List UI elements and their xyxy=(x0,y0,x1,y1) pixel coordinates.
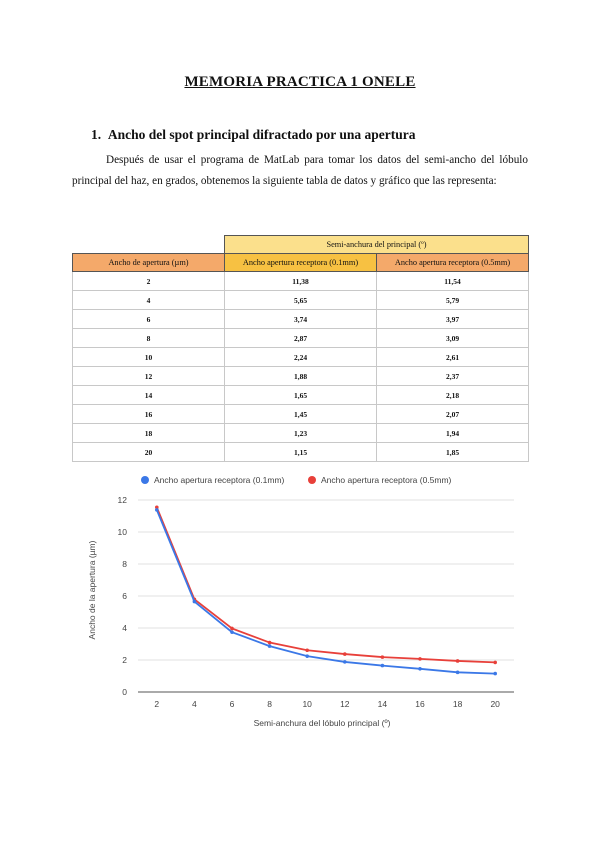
line-chart xyxy=(80,466,520,746)
data-point xyxy=(418,667,422,671)
x-tick-label: 20 xyxy=(490,699,500,709)
table-row xyxy=(73,291,529,310)
data-point xyxy=(305,654,309,658)
x-tick-label: 6 xyxy=(229,699,235,709)
series-receptor-05mm xyxy=(155,506,497,665)
x-tick-label: 14 xyxy=(377,699,388,709)
y-tick-label: 6 xyxy=(122,591,127,601)
y-tick-label: 2 xyxy=(122,655,127,665)
x-tick-label: 2 xyxy=(154,699,160,709)
chart-grid xyxy=(138,500,514,692)
cell-aperture: 8 xyxy=(73,329,225,348)
cell-aperture: 12 xyxy=(73,367,225,386)
cell-aperture: 2 xyxy=(73,272,225,291)
cell-receptor-01mm: 11,38 xyxy=(225,272,377,291)
cell-receptor-05mm: 1,94 xyxy=(377,424,529,443)
data-table xyxy=(72,235,529,462)
data-point xyxy=(343,652,347,656)
section-number: 1. xyxy=(91,127,102,142)
series-line xyxy=(157,510,495,674)
cell-receptor-05mm: 3,09 xyxy=(377,329,529,348)
x-tick-label: 18 xyxy=(452,699,463,709)
x-tick-label: 4 xyxy=(192,699,197,709)
data-point xyxy=(456,659,460,663)
data-point xyxy=(230,630,234,634)
data-point xyxy=(381,655,385,659)
cell-aperture: 4 xyxy=(73,291,225,310)
cell-aperture: 10 xyxy=(73,348,225,367)
y-tick-label: 12 xyxy=(117,495,127,505)
document-title: MEMORIA PRACTICA 1 ONELE xyxy=(184,74,416,90)
x-axis-ticks xyxy=(154,699,500,709)
series-receptor-01mm xyxy=(155,508,497,675)
x-tick-label: 10 xyxy=(302,699,312,709)
table-row xyxy=(73,272,529,291)
cell-receptor-05mm: 2,37 xyxy=(377,367,529,386)
chart-series xyxy=(155,506,497,676)
cell-receptor-05mm: 11,54 xyxy=(377,272,529,291)
y-tick-label: 0 xyxy=(122,687,127,697)
cell-receptor-05mm: 1,85 xyxy=(377,443,529,462)
cell-aperture: 6 xyxy=(73,310,225,329)
intro-paragraph: Después de usar el programa de MatLab para tomar los datos del semi-ancho del lóbulo principal del haz, en grados, obtenemos la siguiente tabla de datos y gráfico que las representa: xyxy=(72,154,528,187)
table-row xyxy=(73,386,529,405)
data-point xyxy=(230,627,234,631)
y-axis-ticks xyxy=(118,495,128,697)
y-axis-label: Ancho de la apertura (µm) xyxy=(87,540,97,640)
data-point xyxy=(418,657,422,661)
data-point xyxy=(193,600,197,604)
data-point xyxy=(268,644,272,648)
cell-receptor-05mm: 2,18 xyxy=(377,386,529,405)
cell-receptor-01mm: 2,87 xyxy=(225,329,377,348)
x-axis-label: Semi-anchura del lóbulo principal (º) xyxy=(253,718,391,728)
cell-receptor-01mm: 1,15 xyxy=(225,443,377,462)
y-tick-label: 10 xyxy=(117,527,127,537)
data-point xyxy=(493,661,497,665)
cell-aperture: 20 xyxy=(73,443,225,462)
section-heading xyxy=(91,127,416,143)
table-blank-cell xyxy=(73,236,225,254)
x-tick-label: 16 xyxy=(415,699,425,709)
legend-label: Ancho apertura receptora (0.1mm) xyxy=(154,475,285,485)
legend-marker xyxy=(308,476,316,484)
cell-receptor-01mm: 5,65 xyxy=(225,291,377,310)
table-row xyxy=(73,348,529,367)
cell-receptor-01mm: 1,45 xyxy=(225,405,377,424)
y-tick-label: 8 xyxy=(122,559,127,569)
cell-receptor-01mm: 1,88 xyxy=(225,367,377,386)
table-row xyxy=(73,367,529,386)
legend-label: Ancho apertura receptora (0.5mm) xyxy=(321,475,452,485)
column-header-aperture: Ancho de apertura (µm) xyxy=(73,254,225,272)
cell-receptor-05mm: 2,61 xyxy=(377,348,529,367)
table-header-row xyxy=(73,254,529,272)
section-title: Ancho del spot principal difractado por una apertura xyxy=(107,127,416,142)
table-row xyxy=(73,310,529,329)
cell-receptor-01mm: 3,74 xyxy=(225,310,377,329)
column-header-receptor-05mm: Ancho apertura receptora (0.5mm) xyxy=(377,254,529,272)
x-tick-label: 12 xyxy=(340,699,350,709)
data-point xyxy=(456,671,460,675)
series-line xyxy=(157,507,495,662)
table-row xyxy=(73,405,529,424)
cell-aperture: 14 xyxy=(73,386,225,405)
table-row xyxy=(73,329,529,348)
cell-receptor-05mm: 3,97 xyxy=(377,310,529,329)
data-point xyxy=(343,660,347,664)
data-point xyxy=(268,641,272,645)
data-point xyxy=(493,672,497,676)
cell-aperture: 16 xyxy=(73,405,225,424)
column-header-receptor-01mm: Ancho apertura receptora (0.1mm) xyxy=(225,254,377,272)
x-tick-label: 8 xyxy=(267,699,272,709)
cell-receptor-05mm: 5,79 xyxy=(377,291,529,310)
table-group-header-row xyxy=(73,236,529,254)
table-row xyxy=(73,443,529,462)
data-point xyxy=(155,508,159,512)
data-point xyxy=(305,648,309,652)
data-point xyxy=(381,664,385,668)
y-tick-label: 4 xyxy=(122,623,127,633)
cell-receptor-01mm: 1,23 xyxy=(225,424,377,443)
cell-receptor-01mm: 1,65 xyxy=(225,386,377,405)
cell-receptor-01mm: 2,24 xyxy=(225,348,377,367)
cell-aperture: 18 xyxy=(73,424,225,443)
chart-legend xyxy=(141,475,452,485)
table-row xyxy=(73,424,529,443)
cell-receptor-05mm: 2,07 xyxy=(377,405,529,424)
table-group-header: Semi-anchura del principal (º) xyxy=(225,236,529,254)
legend-marker xyxy=(141,476,149,484)
